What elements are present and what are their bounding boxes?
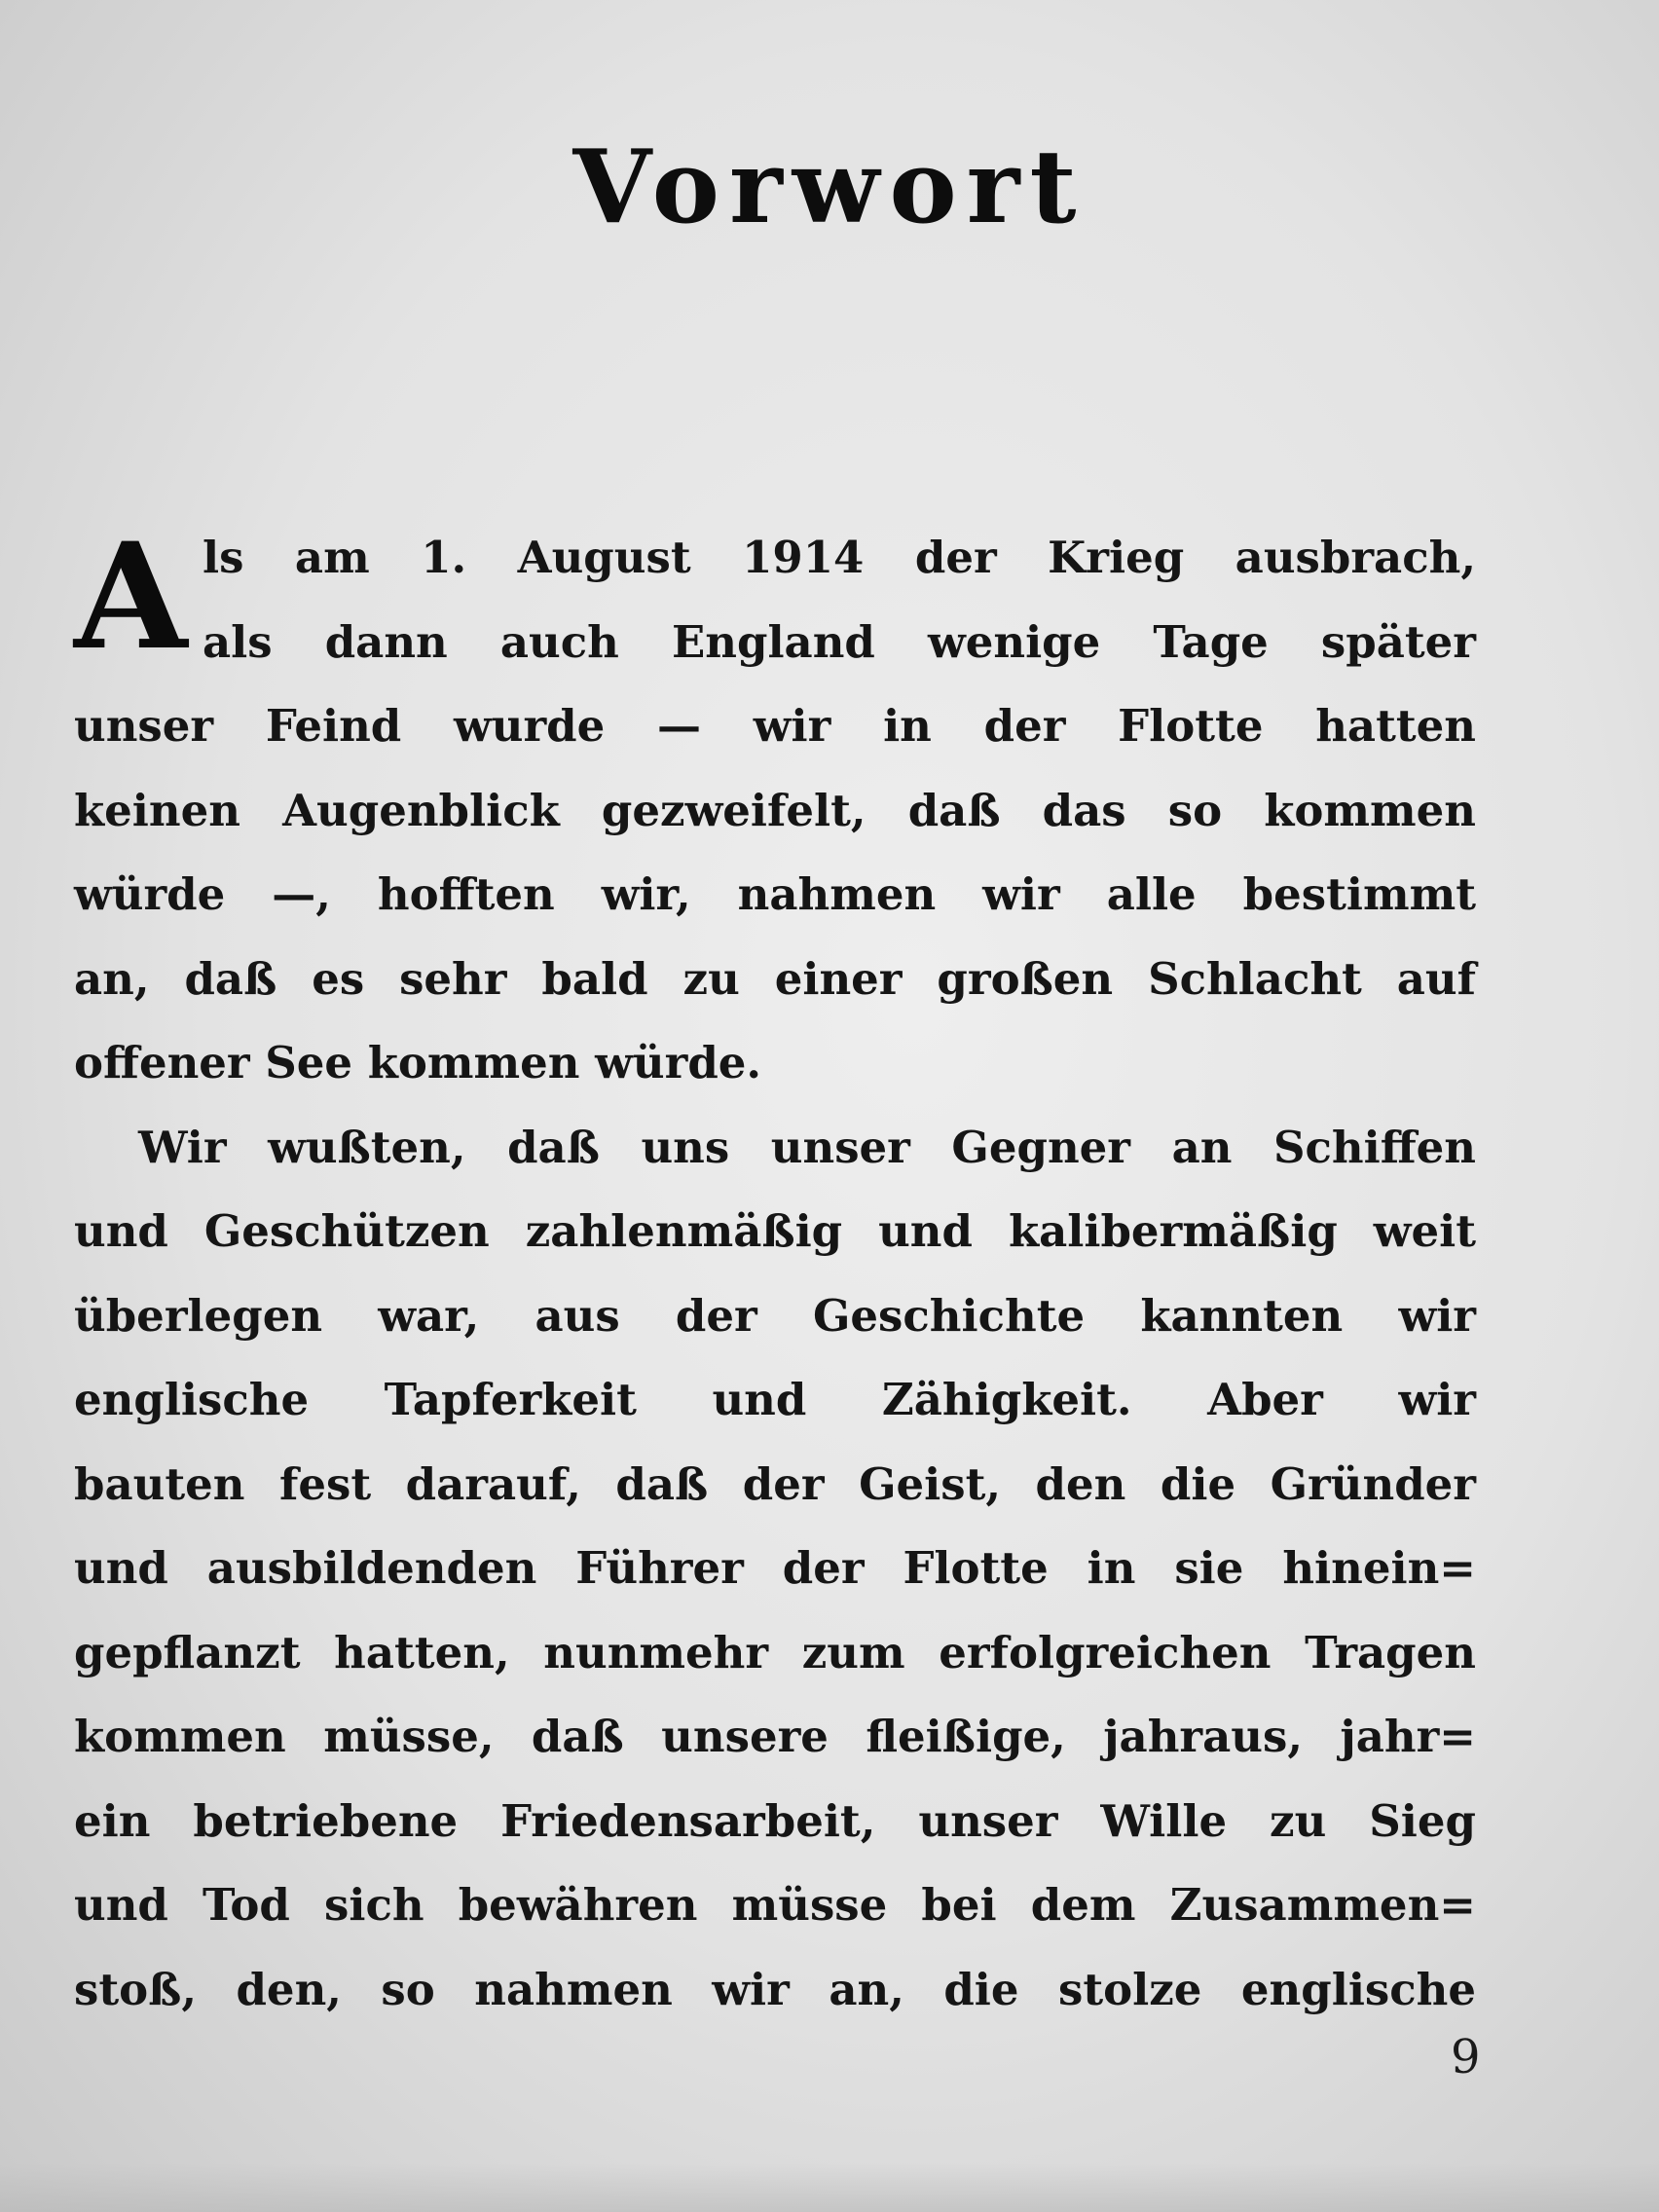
text-line: bauten fest darauf, daß der Geist, den die Gründer [74,1457,1476,1510]
drop-cap: A [74,511,188,682]
text-line: keinen Augenblick gezweifelt, daß das so kommen [74,784,1476,836]
text-line: und Geschützen zahlenmäßig und kalibermäßig weit [74,1205,1476,1257]
text-line: als dann auch England wenige Tage später [203,615,1476,668]
text-line: offener See kommen würde. [74,1037,762,1088]
text-line: an, daß es sehr bald zu einer großen Schlacht auf [74,952,1476,1005]
text-line: stoß, den, so nahmen wir an, die stolze englische [74,1963,1476,2015]
text-line: und ausbildenden Führer der Flotte in sie hinein= [74,1542,1476,1594]
text-line: kommen müsse, daß unsere fleißige, jahraus, jahr= [74,1711,1476,1762]
text-line: und Tod sich bewähren müsse bei dem Zusammen= [74,1879,1476,1931]
text-line: würde —, hofften wir, nahmen wir alle bestimmt [74,868,1476,920]
body-text [74,511,1476,2032]
page-number: 9 [1451,2030,1481,2084]
text-line: Wir wußten, daß uns unser Gegner an Schiffen [138,1121,1476,1173]
text-line: englische Tapferkeit und Zähigkeit. Aber wir [74,1374,1476,1425]
page-edge-shadow [0,2163,1659,2212]
paragraph-2 [74,1106,1476,2033]
text-line: ls am 1. August 1914 der Krieg ausbrach, [203,532,1476,583]
text-line: ein betriebene Friedensarbeit, unser Wille zu Sieg [74,1794,1476,1847]
text-line: gepflanzt hatten, nunmehr zum erfolgreichen Tragen [74,1626,1476,1678]
text-line: überlegen war, aus der Geschichte kannten wir [74,1289,1476,1342]
page-title: Vorwort [572,127,1087,246]
text-line: unser Feind wurde — wir in der Flotte hatten [74,700,1476,752]
paragraph-1 [74,511,1476,1106]
